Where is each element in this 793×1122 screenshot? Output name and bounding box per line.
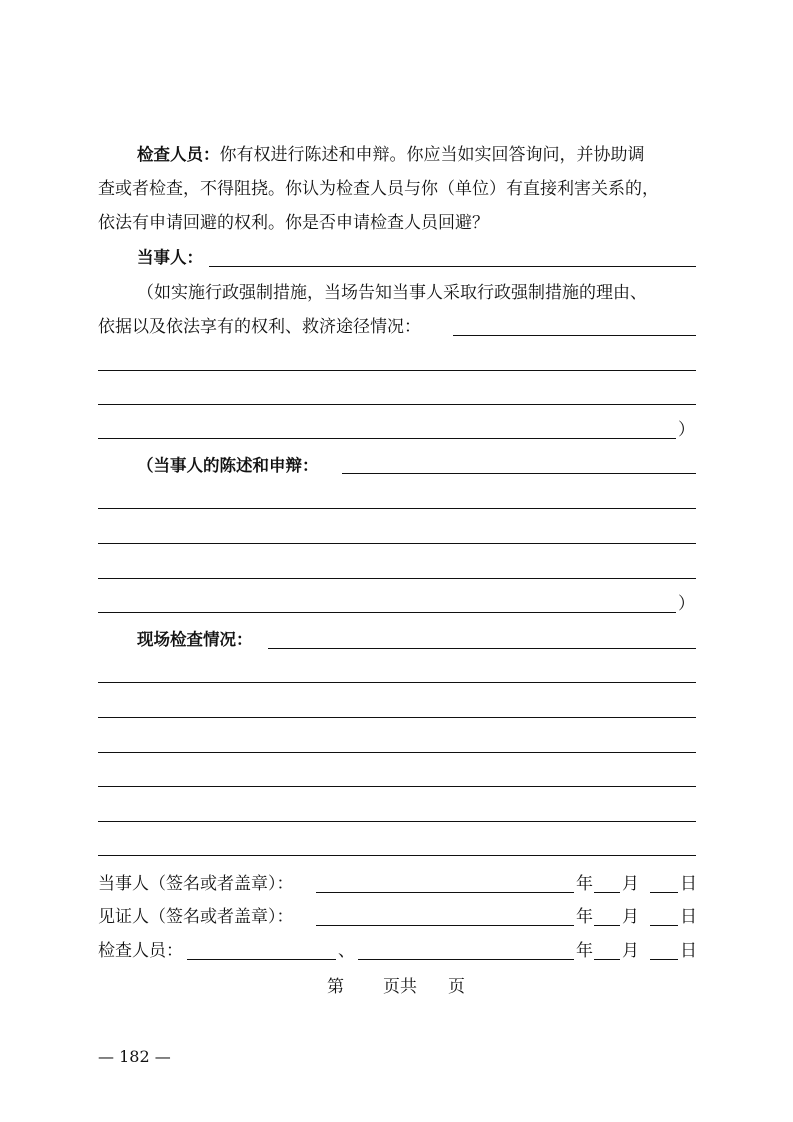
party-defense-close: ） [678, 594, 695, 614]
coercive-measures-blank-4[interactable] [98, 438, 676, 439]
site-inspection-blank-7[interactable] [98, 855, 696, 856]
party-defense-blank-1[interactable] [342, 473, 696, 474]
party-year-label: 年 [576, 874, 593, 894]
inspectors-day-label: 日 [680, 941, 697, 961]
inspector-statement-line3: 依法有申请回避的权利。你是否申请检查人员回避？ [98, 213, 489, 233]
inspectors-month-blank[interactable] [594, 959, 620, 960]
coercive-measures-close: ） [678, 420, 695, 440]
party-signature-line[interactable] [316, 892, 574, 893]
party-defense-label: （当事人的陈述和申辩： [137, 456, 319, 475]
party-defense-blank-3[interactable] [98, 543, 696, 544]
party-reply-line[interactable] [209, 266, 696, 267]
coercive-measures-blank-1[interactable] [453, 335, 696, 336]
page-counter-ye-gong: 页共 [383, 977, 417, 997]
party-defense-blank-5[interactable] [98, 612, 676, 613]
inspectors-year-label: 年 [576, 941, 593, 961]
witness-day-label: 日 [680, 907, 697, 927]
coercive-measures-blank-2[interactable] [98, 370, 696, 371]
inspector-2-signature-line[interactable] [358, 959, 574, 960]
inspector-statement-line1 [137, 143, 645, 167]
coercive-measures-line2: 依据以及依法享有的权利、救济途径情况： [98, 317, 421, 337]
inspectors-day-blank[interactable] [650, 959, 678, 960]
site-inspection-blank-1[interactable] [268, 648, 696, 649]
party-defense-blank-2[interactable] [98, 508, 696, 509]
witness-year-label: 年 [576, 907, 593, 927]
page-counter-di: 第 [327, 977, 344, 997]
witness-day-blank[interactable] [650, 925, 678, 926]
party-defense-blank-4[interactable] [98, 578, 696, 579]
party-month-blank[interactable] [594, 892, 620, 893]
site-inspection-blank-3[interactable] [98, 717, 696, 718]
witness-month-label: 月 [622, 907, 639, 927]
witness-signature-label: 见证人（签名或者盖章）： [98, 907, 294, 927]
page-counter-ye: 页 [448, 977, 465, 997]
inspector-statement-line2: 查或者检查，不得阻挠。你认为检查人员与你（单位）有直接利害关系的， [98, 179, 659, 199]
page-number: — 182 — [98, 1047, 171, 1066]
coercive-measures-blank-3[interactable] [98, 404, 696, 405]
party-day-blank[interactable] [650, 892, 678, 893]
inspector-label: 检查人员： [137, 145, 220, 164]
party-signature-label: 当事人（签名或者盖章）： [98, 874, 294, 894]
party-month-label: 月 [622, 874, 639, 894]
inspectors-signature-label: 检查人员： [98, 941, 183, 961]
party-reply-label: 当事人： [137, 248, 203, 267]
site-inspection-blank-6[interactable] [98, 821, 696, 822]
site-inspection-blank-2[interactable] [98, 682, 696, 683]
site-inspection-blank-4[interactable] [98, 752, 696, 753]
inspectors-separator: 、 [338, 941, 355, 961]
coercive-measures-line1: （如实施行政强制措施，当场告知当事人采取行政强制措施的理由、 [137, 283, 647, 303]
inspector-text-1: 你有权进行陈述和申辩。你应当如实回答询问，并协助调 [219, 145, 645, 165]
inspector-1-signature-line[interactable] [187, 959, 336, 960]
witness-month-blank[interactable] [594, 925, 620, 926]
site-inspection-blank-5[interactable] [98, 786, 696, 787]
site-inspection-label: 现场检查情况： [137, 630, 253, 649]
party-day-label: 日 [680, 874, 697, 894]
witness-signature-line[interactable] [316, 925, 574, 926]
inspectors-month-label: 月 [622, 941, 639, 961]
